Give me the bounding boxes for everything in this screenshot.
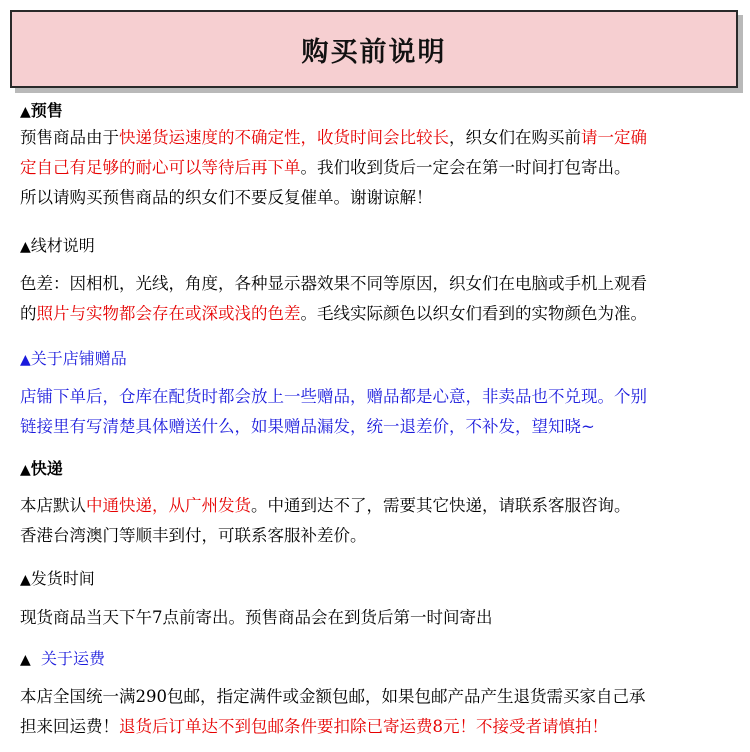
text-line: 现货商品当天下午7点前寄出。预售商品会在到货后第一时间寄出 <box>20 608 493 627</box>
triangle-icon: ▲ <box>20 572 31 588</box>
section-body <box>0 382 750 442</box>
text-line: 香港台湾澳门等顺丰到付，可联系客服补差价。 <box>20 526 367 545</box>
section-shipping-time <box>0 569 750 633</box>
section-gifts <box>0 349 750 442</box>
triangle-icon: ▲ <box>20 652 31 668</box>
text-line: 本店默认中通快递，从广州发货。中通到达不了，需要其它快递，请联系客服咨询。 <box>20 496 631 515</box>
section-body <box>0 269 750 329</box>
section-yarn <box>0 236 750 329</box>
text-line: 本店全国统一满290包邮，指定满件或金额包邮，如果包邮产品产生退货需买家自己承 <box>20 687 646 706</box>
section-heading: ▲线材说明 <box>20 236 95 255</box>
triangle-icon: ▲ <box>20 352 31 368</box>
section-heading: ▲预售 <box>20 101 63 120</box>
section-heading: ▲快递 <box>20 459 63 478</box>
section-heading: ▲发货时间 <box>20 569 95 588</box>
section-heading: ▲ 关于运费 <box>20 649 105 668</box>
section-body <box>0 682 750 742</box>
triangle-icon: ▲ <box>20 104 31 120</box>
text-line: 所以请购买预售商品的织女们不要反复催单。谢谢谅解！ <box>20 188 433 207</box>
triangle-icon: ▲ <box>20 462 31 478</box>
section-shipping-fee <box>0 649 750 742</box>
text-line: 链接里有写清楚具体赠送什么，如果赠品漏发，统一退差价，不补发，望知晓~ <box>20 417 595 436</box>
text-line: 担来回运费！退货后订单达不到包邮条件要扣除已寄运费8元！不接受者请慎拍！ <box>20 717 608 736</box>
section-presale <box>0 101 750 213</box>
text-line: 的照片与实物都会存在或深或浅的色差。毛线实际颜色以织女们看到的实物颜色为准。 <box>20 304 647 323</box>
section-delivery <box>0 459 750 551</box>
title-banner <box>10 10 738 88</box>
triangle-icon: ▲ <box>20 239 31 255</box>
text-line: 预售商品由于快递货运速度的不确定性，收货时间会比较长，织女们在购买前请一定确 <box>20 128 647 147</box>
text-line: 定自己有足够的耐心可以等待后再下单。我们收到货后一定会在第一时间打包寄出。 <box>20 158 631 177</box>
section-body <box>0 491 750 551</box>
text-line: 色差：因相机，光线，角度，各种显示器效果不同等原因，织女们在电脑或手机上观看 <box>20 274 647 293</box>
section-body <box>0 603 750 633</box>
text-line: 店铺下单后，仓库在配货时都会放上一些赠品，赠品都是心意，非卖品也不兑现。个别 <box>20 387 647 406</box>
page-title: 购买前说明 <box>301 36 447 68</box>
section-body <box>0 123 750 213</box>
section-heading: ▲关于店铺赠品 <box>20 349 127 368</box>
